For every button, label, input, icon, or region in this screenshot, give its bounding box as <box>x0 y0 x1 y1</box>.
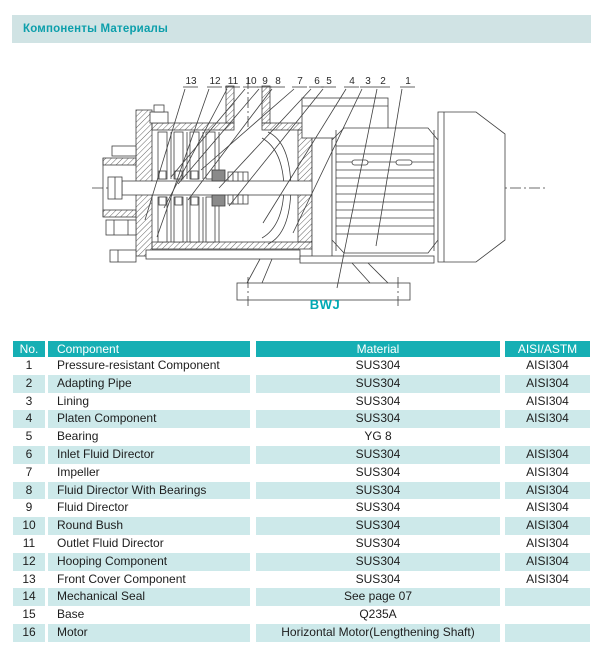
cell-no: 7 <box>25 464 33 479</box>
cell-aisi: AISI304 <box>526 464 569 479</box>
cell-no: 13 <box>22 571 36 586</box>
cell-comp: Lining <box>57 393 90 408</box>
cell-aisi <box>505 588 590 606</box>
callout-label-1: 1 <box>405 76 411 87</box>
cell-comp: Bearing <box>57 429 99 444</box>
cell-aisi: AISI304 <box>505 482 590 500</box>
cell-mat: SUS304 <box>256 410 500 428</box>
cell-mat: SUS304 <box>256 482 500 500</box>
table-row <box>13 375 590 393</box>
column-header-aisi: AISI/ASTM <box>505 341 590 357</box>
cell-no: 4 <box>13 410 45 428</box>
table-row <box>13 571 590 589</box>
cell-no: 8 <box>13 482 45 500</box>
pump-outline <box>92 78 548 306</box>
table-row <box>13 606 590 624</box>
cell-mat: SUS304 <box>355 500 401 515</box>
table-row <box>13 499 590 517</box>
cell-mat: SUS304 <box>355 393 401 408</box>
callout-label-2: 2 <box>380 76 386 87</box>
cell-comp: Mechanical Seal <box>48 588 250 606</box>
table-header-row <box>13 341 590 357</box>
column-header-no: No. <box>13 341 45 357</box>
callout-label-13: 13 <box>185 76 197 87</box>
drawing-caption: BWJ <box>309 297 341 312</box>
cell-comp: Adapting Pipe <box>48 375 250 393</box>
callout-label-4: 4 <box>349 76 355 87</box>
table-row <box>13 393 590 411</box>
cell-aisi <box>505 624 590 642</box>
table-row <box>13 357 590 375</box>
section-header-bar <box>12 15 591 43</box>
cell-comp: Platen Component <box>48 410 250 428</box>
cell-comp: Fluid Director <box>57 500 129 515</box>
cell-mat: SUS304 <box>355 535 401 550</box>
cell-mat: YG 8 <box>364 429 392 444</box>
cell-aisi <box>505 606 590 624</box>
cell-comp: Front Cover Component <box>57 571 186 586</box>
cell-no: 2 <box>13 375 45 393</box>
cell-comp: Inlet Fluid Director <box>48 446 250 464</box>
pump-cross-section-drawing <box>0 60 603 310</box>
callout-label-7: 7 <box>297 76 303 87</box>
callout-label-3: 3 <box>365 76 371 87</box>
cell-comp: Outlet Fluid Director <box>57 535 164 550</box>
cell-mat: SUS304 <box>256 553 500 571</box>
table-row <box>13 624 590 642</box>
callout-label-12: 12 <box>209 76 221 87</box>
cell-aisi: AISI304 <box>505 517 590 535</box>
cell-aisi: AISI304 <box>526 393 569 408</box>
cell-mat: Horizontal Motor(Lengthening Shaft) <box>256 624 500 642</box>
cell-comp: Impeller <box>57 464 100 479</box>
column-header-mat: Material <box>256 341 500 357</box>
table-row <box>13 553 590 571</box>
table-row <box>13 464 590 482</box>
cell-no: 16 <box>13 624 45 642</box>
cell-comp: Motor <box>48 624 250 642</box>
table-row <box>13 428 590 446</box>
cell-mat: SUS304 <box>355 464 401 479</box>
cell-comp: Fluid Director With Bearings <box>48 482 250 500</box>
table-row <box>13 446 590 464</box>
cell-aisi: AISI304 <box>505 410 590 428</box>
column-header-comp: Component <box>48 341 250 357</box>
cell-aisi: AISI304 <box>526 571 569 586</box>
cell-aisi: AISI304 <box>526 500 569 515</box>
cell-no: 6 <box>13 446 45 464</box>
table-row <box>13 535 590 553</box>
cell-aisi: AISI304 <box>505 375 590 393</box>
callout-label-9: 9 <box>262 76 268 87</box>
cell-no: 11 <box>22 535 36 550</box>
cell-mat: Q235A <box>359 607 397 622</box>
cell-mat: See page 07 <box>256 588 500 606</box>
cell-no: 12 <box>13 553 45 571</box>
cell-no: 10 <box>13 517 45 535</box>
callout-label-8: 8 <box>275 76 281 87</box>
cell-mat: SUS304 <box>355 358 401 372</box>
table-row <box>13 517 590 535</box>
callout-label-10: 10 <box>245 76 257 87</box>
cell-no: 9 <box>25 500 33 515</box>
cell-mat: SUS304 <box>256 517 500 535</box>
cell-comp: Base <box>57 607 85 622</box>
cell-mat: SUS304 <box>256 446 500 464</box>
callout-label-6: 6 <box>314 76 320 87</box>
section-title: Компоненты Материалы <box>23 23 169 35</box>
callout-label-5: 5 <box>326 76 332 87</box>
cell-aisi <box>505 428 590 446</box>
table-body <box>13 357 590 642</box>
cell-comp: Pressure-resistant Component <box>57 358 220 372</box>
materials-table <box>13 341 590 642</box>
cell-mat: SUS304 <box>355 571 401 586</box>
cell-comp: Round Bush <box>48 517 250 535</box>
cell-aisi: AISI304 <box>505 446 590 464</box>
callout-label-11: 11 <box>227 76 239 87</box>
cell-aisi: AISI304 <box>526 535 569 550</box>
table-row <box>13 482 590 500</box>
cell-no: 1 <box>25 358 33 372</box>
table-row <box>13 410 590 428</box>
cell-mat: SUS304 <box>256 375 500 393</box>
cell-no: 15 <box>22 607 36 622</box>
cell-comp: Hooping Component <box>48 553 250 571</box>
cell-aisi: AISI304 <box>526 358 569 372</box>
cell-no: 3 <box>25 393 33 408</box>
cell-no: 14 <box>13 588 45 606</box>
table-row <box>13 588 590 606</box>
cell-aisi: AISI304 <box>505 553 590 571</box>
cell-no: 5 <box>25 429 33 444</box>
